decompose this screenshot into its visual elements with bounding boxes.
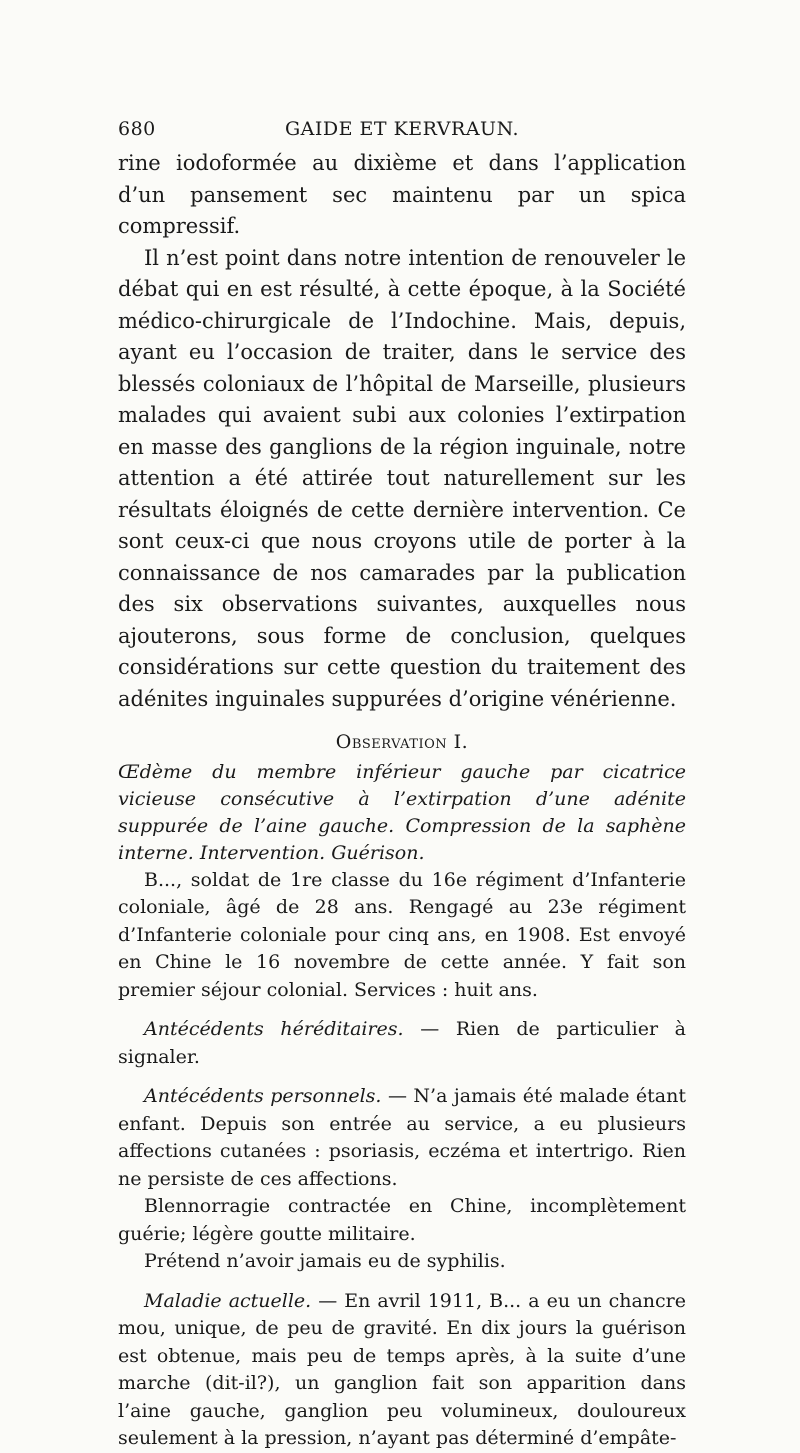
observation-body	[118, 867, 686, 1453]
running-head: GAIDE ET KERVRAUN.	[284, 118, 520, 140]
hereditary-text: — Rien de particulier à signaler.	[118, 1018, 686, 1068]
observation-title: Observation I.	[335, 731, 469, 753]
syphilis-note: Prétend n’avoir jamais eu de syphilis.	[144, 1250, 506, 1272]
current-text: — En avril 1911, B... a eu un chancre mou, unique, de peu de gravité. En dix jours la guérison est obtenue, mais peu de temps après, à la suite d’une marche (dit-il?), un ganglion fait son apparition dans l’aine gauche, ganglion peu volumineux, douloureux seulement à la pression, n’ayant pas déterminé d’empâte-	[118, 1289, 686, 1449]
current-illness	[118, 1288, 686, 1453]
personal-history	[118, 1083, 686, 1193]
paragraph-continuation: rine iodoformée au dixième et dans l’application d’un pansement sec maintenu par un spica compressif.	[118, 151, 686, 238]
paragraph-intent: Il n’est point dans notre intention de renouveler le débat qui en est résulté, à cette époque, à la Société médico-chirurgicale de l’Indochine. Mais, depuis, ayant eu l’occasion de traiter, dans le service des blessés coloniaux de l’hôpital de Marseille, plusieurs malades qui avaient subi aux colonies l’extirpation en masse des ganglions de la région inguinale, notre attention a été attirée tout naturellement sur les résultats éloignés de cette dernière intervention. Ce sont ceux-ci que nous croyons utile de porter à la connaissance de nos camarades par la publication des six observations suivantes, auxquelles nous ajouterons, sous forme de conclusion, quelques considérations sur cette question du traitement des adénites inguinales suppurées d’origine vénérienne.	[118, 245, 686, 711]
current-label: Maladie actuelle.	[144, 1289, 312, 1312]
personal-text: — N’a jamais été malade étant enfant. Depuis son entrée au service, a eu plusieurs affections cutanées : psoriasis, eczéma et intertrigo. Rien ne persiste de ces affections.	[118, 1085, 686, 1190]
patient-intro: B..., soldat de 1re classe du 16e régiment d’Infanterie coloniale, âgé de 28 ans. Rengagé au 23e régiment d’Infanterie coloniale pour cinq ans, en 1908. Est envoyé en Chine le 16 novembre de cette année. Y fait son premier séjour colonial. Services : huit ans.	[118, 868, 686, 1001]
blennorrhagia-note: Blennorragie contractée en Chine, incomplètement guérie; légère goutte militaire.	[118, 1195, 686, 1245]
hereditary-label: Antécédents héréditaires.	[144, 1018, 404, 1040]
page-number: 680	[118, 118, 156, 140]
observation-summary: Œdème du membre inférieur gauche par cicatrice vicieuse consécutive à l’extirpation d’une adénite suppurée de l’aine gauche. Compression de la saphène interne. Intervention. Guérison.	[118, 760, 686, 864]
personal-label: Antécédents personnels.	[144, 1085, 382, 1107]
hereditary-history	[118, 1016, 686, 1071]
body-text	[118, 148, 686, 1453]
